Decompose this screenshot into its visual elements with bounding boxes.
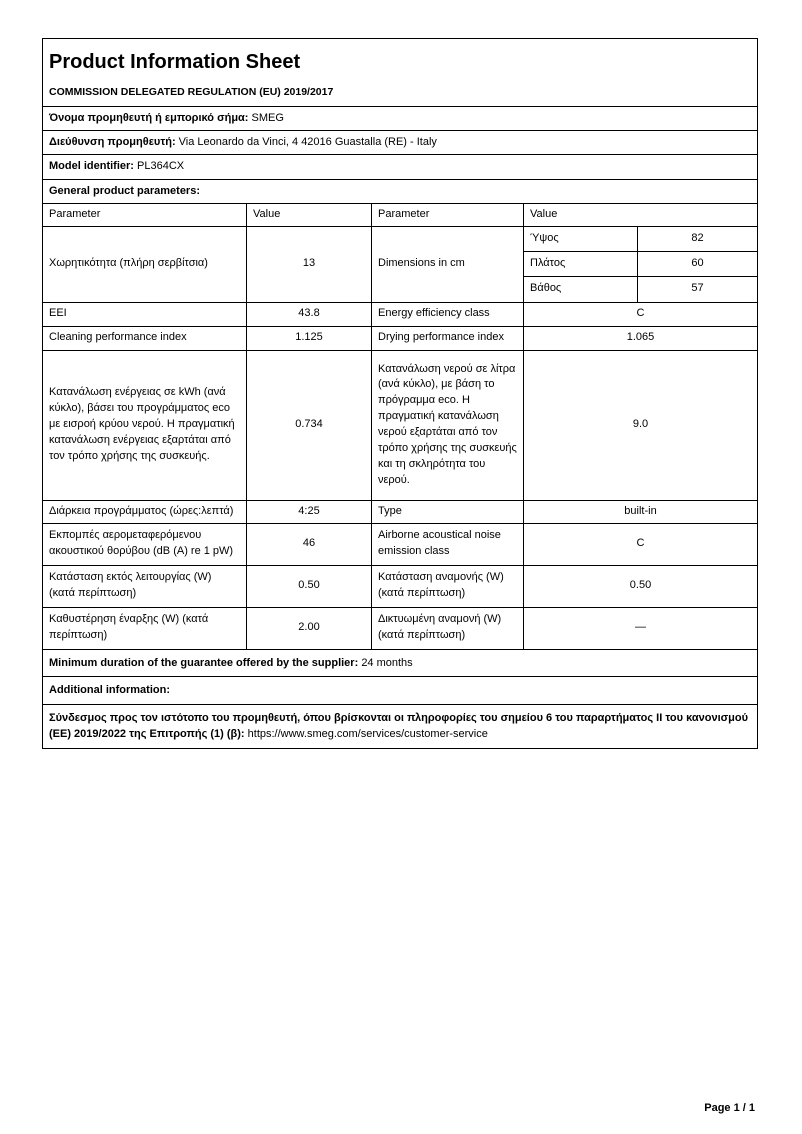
additional-information-row: Additional information: (43, 677, 757, 705)
supplier-link-row (43, 705, 757, 748)
parameter-value: 2.00 (247, 608, 372, 649)
supplier-link-label: Σύνδεσμος προς τον ιστότοπο του προμηθευτή, όπου βρίσκονται οι πληροφορίες του σημείου 6 του παραρτήματος II του κανονισμού (ΕΕ) 2019/2022 της Επιτροπής (1) (β): (49, 711, 749, 741)
table-row-eei-energy-class (43, 303, 757, 327)
dimension-value: 82 (691, 231, 704, 244)
table-row-cleaning-drying (43, 327, 757, 351)
dimension-label: Βάθος (524, 277, 638, 302)
parameter-value: 13 (247, 227, 372, 302)
table-row-capacity-dimensions (43, 227, 757, 303)
model-identifier-row (43, 155, 757, 179)
dimension-label: Πλάτος (524, 252, 638, 276)
parameter-name: Κατανάλωση νερού σε λίτρα (ανά κύκλο), με βάση το πρόγραμμα eco. Η πραγματική κατανάλωση νερού εξαρτάται από τον τρόπο χρήσης της συσκευής και τη σκληρότητα του νερού. (372, 351, 524, 500)
supplier-address-row (43, 131, 757, 155)
parameter-value: 0.50 (629, 579, 652, 592)
section-header-general-parameters: General product parameters: (43, 180, 757, 204)
table-row-energy-water-consumption (43, 351, 757, 501)
supplier-address-value: Via Leonardo da Vinci, 4 42016 Guastalla (RE) - Italy (178, 136, 437, 149)
parameter-value: 43.8 (247, 303, 372, 326)
column-header-parameter-left: Parameter (43, 204, 247, 226)
parameter-value: — (635, 621, 646, 634)
parameter-name: Κατάσταση εκτός λειτουργίας (W) (κατά περίπτωση) (43, 566, 247, 607)
dimension-row-depth (524, 277, 757, 302)
model-identifier-value: PL364CX (137, 160, 185, 173)
dimension-row-width (524, 252, 757, 277)
parameter-name: Airborne acoustical noise emission class (372, 524, 524, 565)
table-row-delay-networked-standby (43, 608, 757, 650)
parameter-value: C (636, 537, 645, 550)
parameter-name: Type (372, 501, 524, 523)
supplier-name-row (43, 107, 757, 131)
parameter-name: Εκπομπές αερομεταφερόμενου ακουστικού θορύβου (dB (A) re 1 pW) (43, 524, 247, 565)
parameter-name: Χωρητικότητα (πλήρη σερβίτσια) (43, 227, 247, 302)
supplier-name-value: SMEG (251, 112, 284, 124)
parameter-name: Κατάσταση αναμονής (W) (κατά περίπτωση) (372, 566, 524, 607)
table-header-row (43, 204, 757, 227)
parameter-value: built-in (624, 504, 657, 517)
table-row-off-standby (43, 566, 757, 608)
parameter-name: Καθυστέρηση έναρξης (W) (κατά περίπτωση) (43, 608, 247, 649)
parameter-name: Dimensions in cm (372, 227, 524, 302)
column-header-parameter-right: Parameter (372, 204, 524, 226)
dimension-value: 60 (691, 256, 704, 269)
parameter-value: 9.0 (632, 418, 649, 431)
parameter-name: Δικτυωμένη αναμονή (W) (κατά περίπτωση) (372, 608, 524, 649)
parameter-value: 1.065 (626, 331, 655, 344)
guarantee-label: Minimum duration of the guarantee offered by the supplier: (49, 656, 359, 669)
parameter-value: C (636, 307, 645, 320)
parameter-name: Διάρκεια προγράμματος (ώρες:λεπτά) (43, 501, 247, 523)
supplier-address-label: Διεύθυνση προμηθευτή: (49, 136, 176, 149)
guarantee-value: 24 months (361, 656, 413, 669)
parameter-name: EEI (43, 303, 247, 326)
supplier-website-url[interactable]: https://www.smeg.com/services/customer-service (247, 728, 488, 741)
parameter-value: 46 (247, 524, 372, 565)
page-number: Page 1 / 1 (704, 1102, 755, 1114)
parameter-name: Drying performance index (372, 327, 524, 350)
table-row-noise (43, 524, 757, 566)
parameter-name: Κατανάλωση ενέργειας σε kWh (ανά κύκλο), βάσει του προγράμματος eco με εισροή κρύου νερού. Η πραγματική κατανάλωση ενέργειας εξαρτάται από τον τρόπο χρήσης της συσκευής. (43, 351, 247, 500)
dimension-label: Ύψος (524, 227, 638, 251)
parameter-value: 4:25 (247, 501, 372, 523)
dimension-value: 57 (691, 282, 704, 295)
parameter-value: 0.734 (247, 351, 372, 500)
model-identifier-label: Model identifier: (49, 160, 134, 173)
parameter-name: Energy efficiency class (372, 303, 524, 326)
parameter-value: 1.125 (247, 327, 372, 350)
column-header-value-left: Value (247, 204, 372, 226)
dimension-row-height (524, 227, 757, 252)
dimensions-subtable (524, 227, 757, 302)
page-title: Product Information Sheet (49, 51, 301, 73)
parameter-name: Cleaning performance index (43, 327, 247, 350)
column-header-value-right: Value (530, 207, 558, 220)
table-row-duration-type (43, 501, 757, 524)
product-info-sheet (42, 38, 758, 749)
sheet-header (43, 39, 757, 107)
supplier-name-label: Όνομα προμηθευτή ή εμπορικό σήμα: (49, 112, 249, 124)
guarantee-row (43, 650, 757, 678)
regulation-subtitle: COMMISSION DELEGATED REGULATION (EU) 2019/2017 (49, 86, 334, 98)
parameter-value: 0.50 (247, 566, 372, 607)
